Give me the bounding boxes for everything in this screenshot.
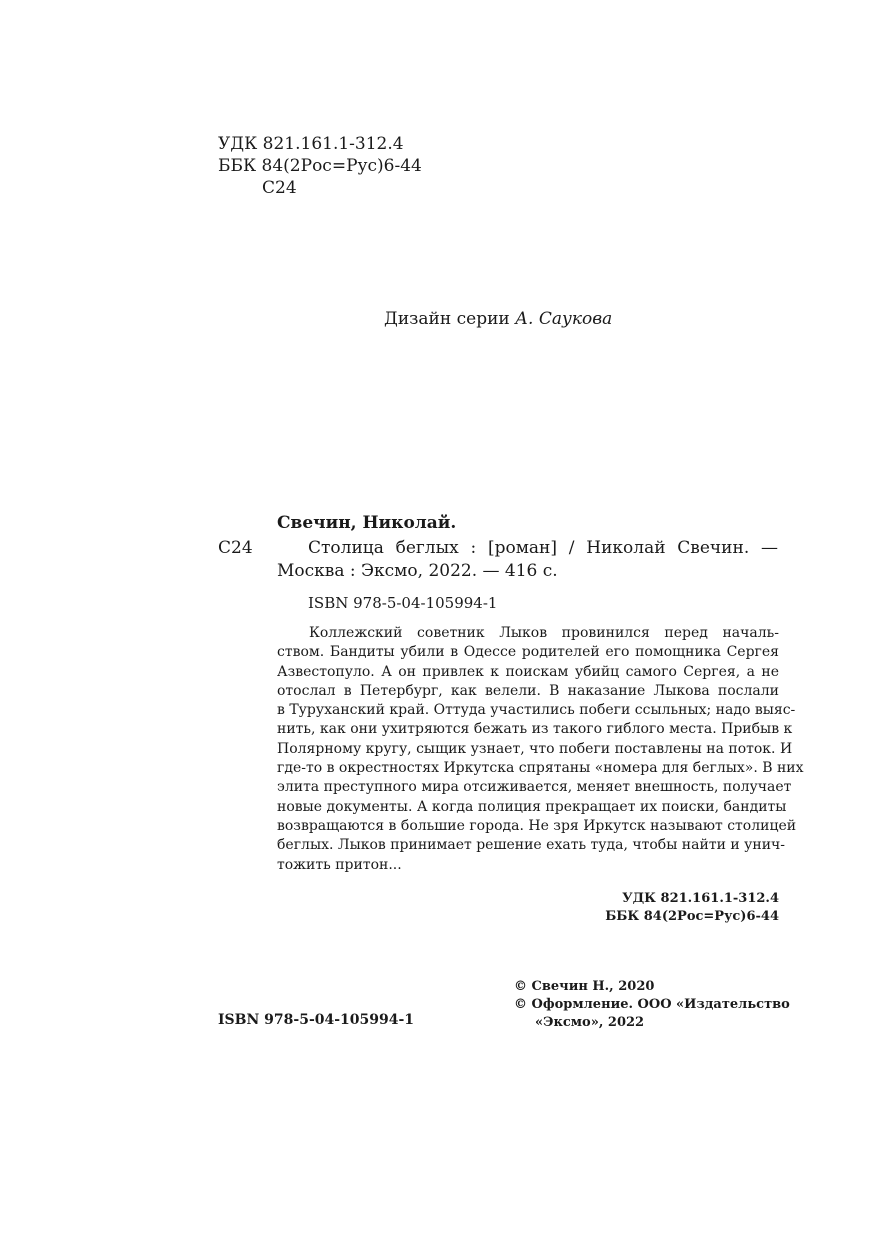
isbn-bottom: ISBN 978-5-04-105994-1 (218, 1012, 415, 1028)
bib-imprint-line: Москва : Эксмо, 2022. — 416 с. (277, 561, 558, 581)
copyright-design: © Оформление. ООО «Издательство (514, 997, 790, 1012)
bbk-code: ББК 84(2Рос=Рус)6-44 (218, 156, 422, 176)
author-sign-header: С24 (262, 178, 297, 198)
bib-isbn: ISBN 978-5-04-105994-1 (308, 594, 498, 612)
designer-name: А. Саукова (515, 309, 613, 329)
design-prefix: Дизайн серии (384, 309, 516, 329)
copyright-author: © Свечин Н., 2020 (514, 979, 655, 994)
annotation-line: отослал в Петербург, как велели. В наказание Лыкова послали (277, 682, 779, 699)
bbk-code-bottom: ББК 84(2Рос=Рус)6-44 (605, 909, 779, 924)
annotation-line: Коллежский советник Лыков провинился перед началь- (309, 625, 779, 641)
bib-author-sign: С24 (218, 538, 253, 558)
series-design-credit (384, 309, 612, 329)
annotation (277, 624, 804, 875)
udk-code: УДК 821.161.1-312.4 (218, 134, 404, 154)
annotation-line: Азвестопуло. А он привлек к поискам убийц самого Сергея, а не (277, 663, 779, 680)
bib-author: Свечин, Николай. (277, 513, 457, 533)
annotation-line: Полярному кругу, сыщик узнает, что побеги поставлены на поток. И (277, 740, 793, 757)
copyright-design-cont: «Эксмо», 2022 (535, 1015, 645, 1030)
annotation-line: беглых. Лыков принимает решение ехать туда, чтобы найти и унич- (277, 837, 786, 854)
annotation-line: в Туруханский край. Оттуда участились побеги ссыльных; надо выяс- (277, 702, 796, 719)
udk-code-bottom: УДК 821.161.1-312.4 (622, 891, 779, 906)
bib-title-line: Столица беглых : [роман] / Николай Свечин. — (308, 538, 778, 558)
annotation-line: элита преступного мира отсиживается, меняет внешность, получает (277, 779, 792, 796)
annotation-line: возвращаются в большие города. Не зря Иркутск называют столицей (277, 817, 797, 834)
annotation-line: нить, как они ухитряются бежать из такого гиблого места. Прибыв к (277, 721, 793, 738)
annotation-line: новые документы. А когда полиция прекращает их поиски, бандиты (277, 798, 787, 815)
annotation-line: тожить притон... (277, 856, 402, 873)
annotation-line: где-то в окрестностях Иркутска спрятаны «номера для беглых». В них (277, 760, 804, 777)
annotation-line: ством. Бандиты убили в Одессе родителей его помощника Сергея (277, 644, 779, 661)
